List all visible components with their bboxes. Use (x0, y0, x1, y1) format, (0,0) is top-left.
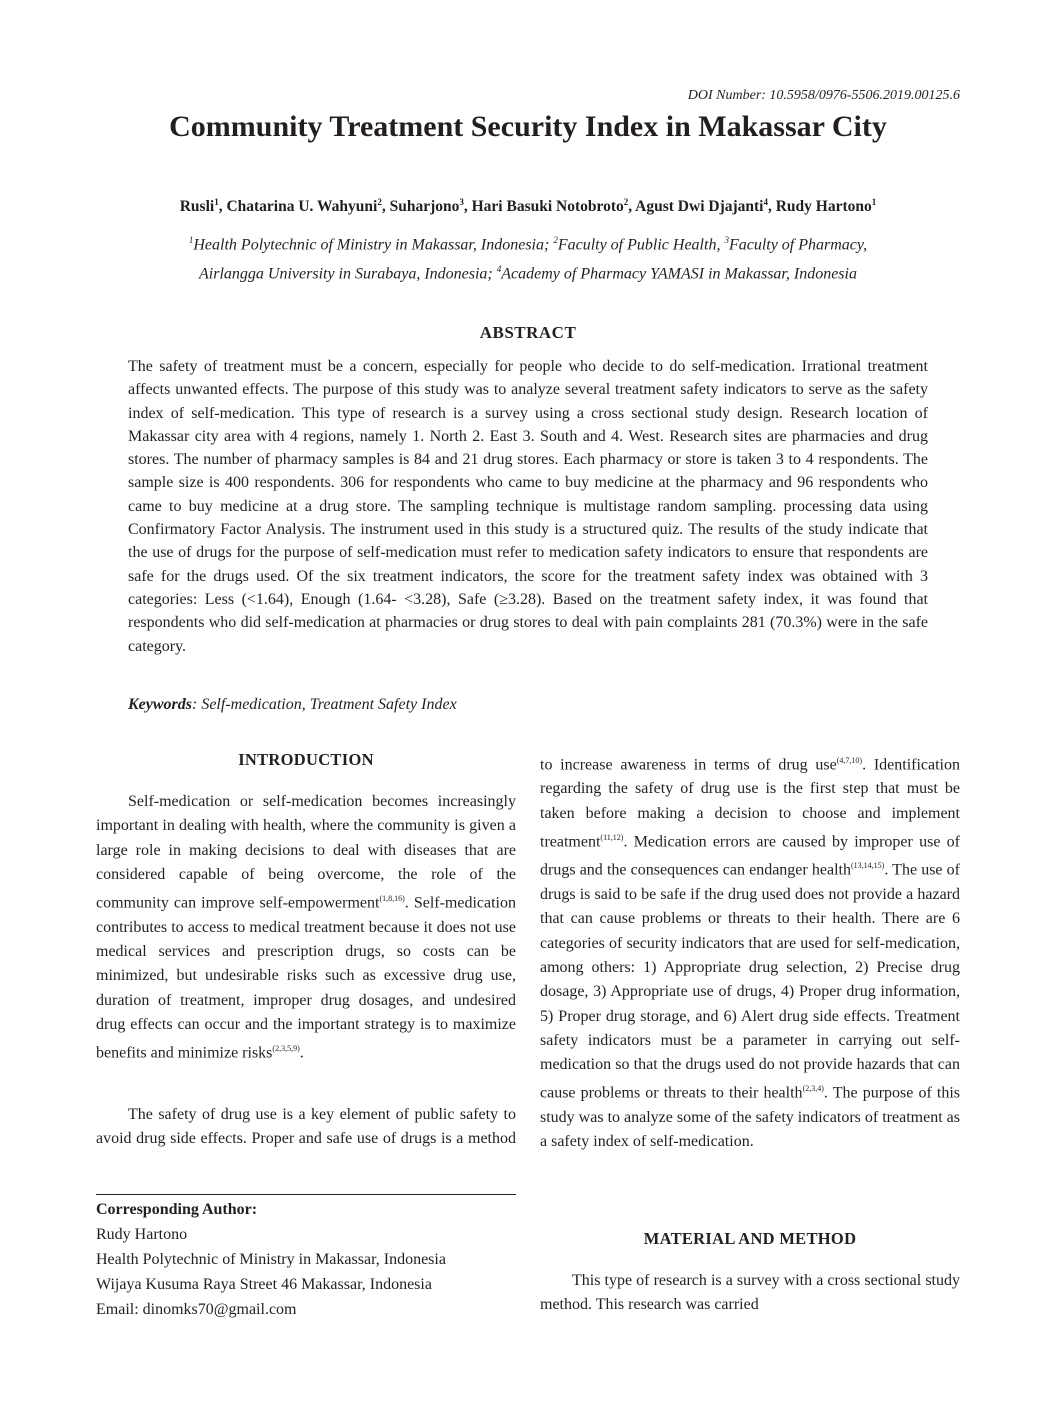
corresponding-author-address: Wijaya Kusuma Raya Street 46 Makassar, Indonesia (96, 1276, 432, 1293)
affiliation-mark: 1 (188, 235, 194, 245)
footnote-divider (96, 1194, 516, 1195)
affiliation-mark: 4 (496, 264, 502, 275)
introduction-heading: INTRODUCTION (238, 750, 374, 769)
affiliation-line-1 (0, 228, 1056, 257)
paper-title: Community Treatment Security Index in Makassar City (169, 110, 887, 143)
author-affiliation-mark: 1 (871, 197, 877, 207)
method-paragraph-1: This type of research is a survey with a cross sectional study method. This research was carried (540, 1272, 960, 1314)
paragraph-text: . The use of drugs is said to be safe if the drug used does not provide a hazard that can cause problems or threats to their health. There are 6 categories of security indicators that are used for self-medication, among others: 1) Appropriate drug selection, 2) Precise drug dosage, 3) Appropriate use of drugs, 4) Proper drug information, 5) Proper drug storage, and 6) Alert drug side effects. Treatment safety indicators must be a parameter in carrying out self-medication so that the drugs used do not provide hazards that can cause problems or threats to their health (540, 861, 960, 1102)
author-affiliation-mark: 2 (377, 197, 382, 207)
corresponding-author-email: Email: dinomks70@gmail.com (96, 1301, 297, 1318)
paragraph-text: . Medication errors are caused by improper use of drugs and the consequences can endanger health (540, 833, 960, 879)
material-method-heading: MATERIAL AND METHOD (643, 1229, 857, 1248)
corresponding-author-heading: Corresponding Author: (96, 1201, 258, 1218)
introduction-paragraph-2-part-2 (540, 748, 960, 1196)
affiliation-mark: 3 (724, 235, 729, 245)
corresponding-author-name: Rudy Hartono (96, 1226, 188, 1243)
author-name: Suharjono (389, 198, 460, 216)
affiliations (0, 228, 1056, 287)
introduction-paragraph-2-text (96, 1103, 516, 1151)
affiliation-text: Faculty of Public Health, (557, 236, 725, 254)
paragraph-text: Self-medication or self-medication becomes increasingly important in dealing with health, where the community is given a large role in making decisions to deal with diseases that are considered capable of being overcome, the role of the community can improve self-empowerment (96, 793, 516, 912)
author-list: Rusli$^1$, Chatarina U. Wahyuni$^2$, Suharjono$^3$, Hari Basuki Notobroto$^2$, Agust Dwi Djajanti$^4$, Rudy Hartono$^1$ (179, 197, 877, 216)
paragraph-text: to increase awareness in terms of drug use (540, 755, 837, 773)
citation-reference: (13,14,15) (850, 861, 885, 871)
keywords-text: : Self-medication, Treatment Safety Index (192, 696, 457, 713)
affiliation-line-2 (0, 257, 1056, 286)
paragraph-text: . (299, 1044, 304, 1062)
affiliation-text: Airlangga University in Surabaya, Indonesia; (199, 265, 497, 283)
citation-reference: (2,3,5,9) (272, 1044, 300, 1054)
paragraph-text: . Identification regarding the safety of drug use is the first step that must be taken before making a decision to choose and implement treatment (540, 755, 960, 851)
author-name: Rudy Hartono (775, 198, 872, 216)
corresponding-author-block (96, 1197, 446, 1322)
introduction-paragraph-1 (96, 790, 516, 1066)
affiliation-mark: 2 (553, 235, 558, 245)
paragraph-flow-left (96, 1103, 516, 1151)
paragraph-text: . The purpose of this study was to analyze some of the safety indicators of treatment as a safety index of self-medication. (540, 1084, 960, 1151)
author-name: Hari Basuki Notobroto (471, 198, 624, 216)
affiliation-text: Faculty of Pharmacy, (728, 236, 868, 254)
keywords-line (128, 696, 457, 714)
citation-reference: (2,3,4) (802, 1084, 824, 1094)
author-name: Agust Dwi Djajanti (635, 198, 764, 216)
paragraph-flow-right (540, 748, 960, 1155)
paragraph-text: The safety of drug use is a key element of public safety to avoid drug side effects. Proper and safe use of drugs is a method (96, 1106, 516, 1148)
author-affiliation-mark: 1 (214, 197, 219, 207)
citation-reference: (4,7,10) (836, 755, 863, 765)
author-name: Chatarina U. Wahyuni (226, 198, 378, 216)
author-affiliation-mark: 4 (763, 197, 768, 207)
author-affiliation-mark: 2 (623, 197, 629, 207)
paragraph-text: . Self-medication contributes to access to medical treatment because it does not use medical services and prescription drugs, so costs can be minimized, but undesirable risks such as excessive drug use, duration of treatment, improper drug dosages, and undesired drug effects can occur and the important strategy is to maximize benefits and minimize risks (96, 894, 516, 1062)
doi-number: DOI Number: 10.5958/0976-5506.2019.00125.6 (687, 88, 960, 103)
citation-reference: (11,12) (600, 832, 624, 842)
author-affiliation-mark: 3 (459, 197, 464, 207)
keywords-label: Keywords (128, 696, 192, 713)
author-name: Rusli (179, 198, 215, 216)
introduction-paragraph-2-part-1 (96, 1103, 516, 1151)
abstract-heading: ABSTRACT (479, 323, 577, 342)
abstract-text: The safety of treatment must be a concern, especially for people who decide to do self-medication. Irrational treatment affects unwanted effects. The purpose of this study was to analyze several treatment safety indicators to serve as the safety index of self-medication. This type of research is a survey using a cross sectional study design. Research location of Makassar city area with 4 regions, namely 1. North 2. East 3. South and 4. West. Research sites are pharmacies and drug stores. The number of pharmacy samples is 84 and 21 drug stores. Each pharmacy or store is taken 3 to 4 respondents. The sample size is 400 respondents. 306 for respondents who came to buy medicine at the pharmacy and 96 respondents who came to buy medicine at a drug store. The sampling technique is multistage random sampling. processing data using Confirmatory Factor Analysis. The instrument used in this study is a structured quiz. The results of the study indicate that the use of drugs for the purpose of self-medication must refer to medication safety indicators to ensure that respondents are safe for the drugs used. Of the six treatment indicators, the score for the treatment safety index was obtained with 3 categories: Less (<1.64), Enough (1.64- <3.28), Safe (≥3.28). Based on the treatment safety index, it was found that respondents who did self-medication at pharmacies or drug stores to deal with pain complaints 281 (70.3%) were in the safe category. (128, 358, 928, 655)
citation-reference: (1,8,16) (379, 894, 405, 904)
corresponding-author-institution: Health Polytechnic of Ministry in Makassar, Indonesia (96, 1251, 446, 1268)
affiliation-text: Academy of Pharmacy YAMASI in Makassar, Indonesia (501, 265, 857, 283)
introduction-paragraph-2-continued (540, 748, 960, 1155)
affiliation-text: Health Polytechnic of Ministry in Makassar, Indonesia; (193, 236, 554, 254)
